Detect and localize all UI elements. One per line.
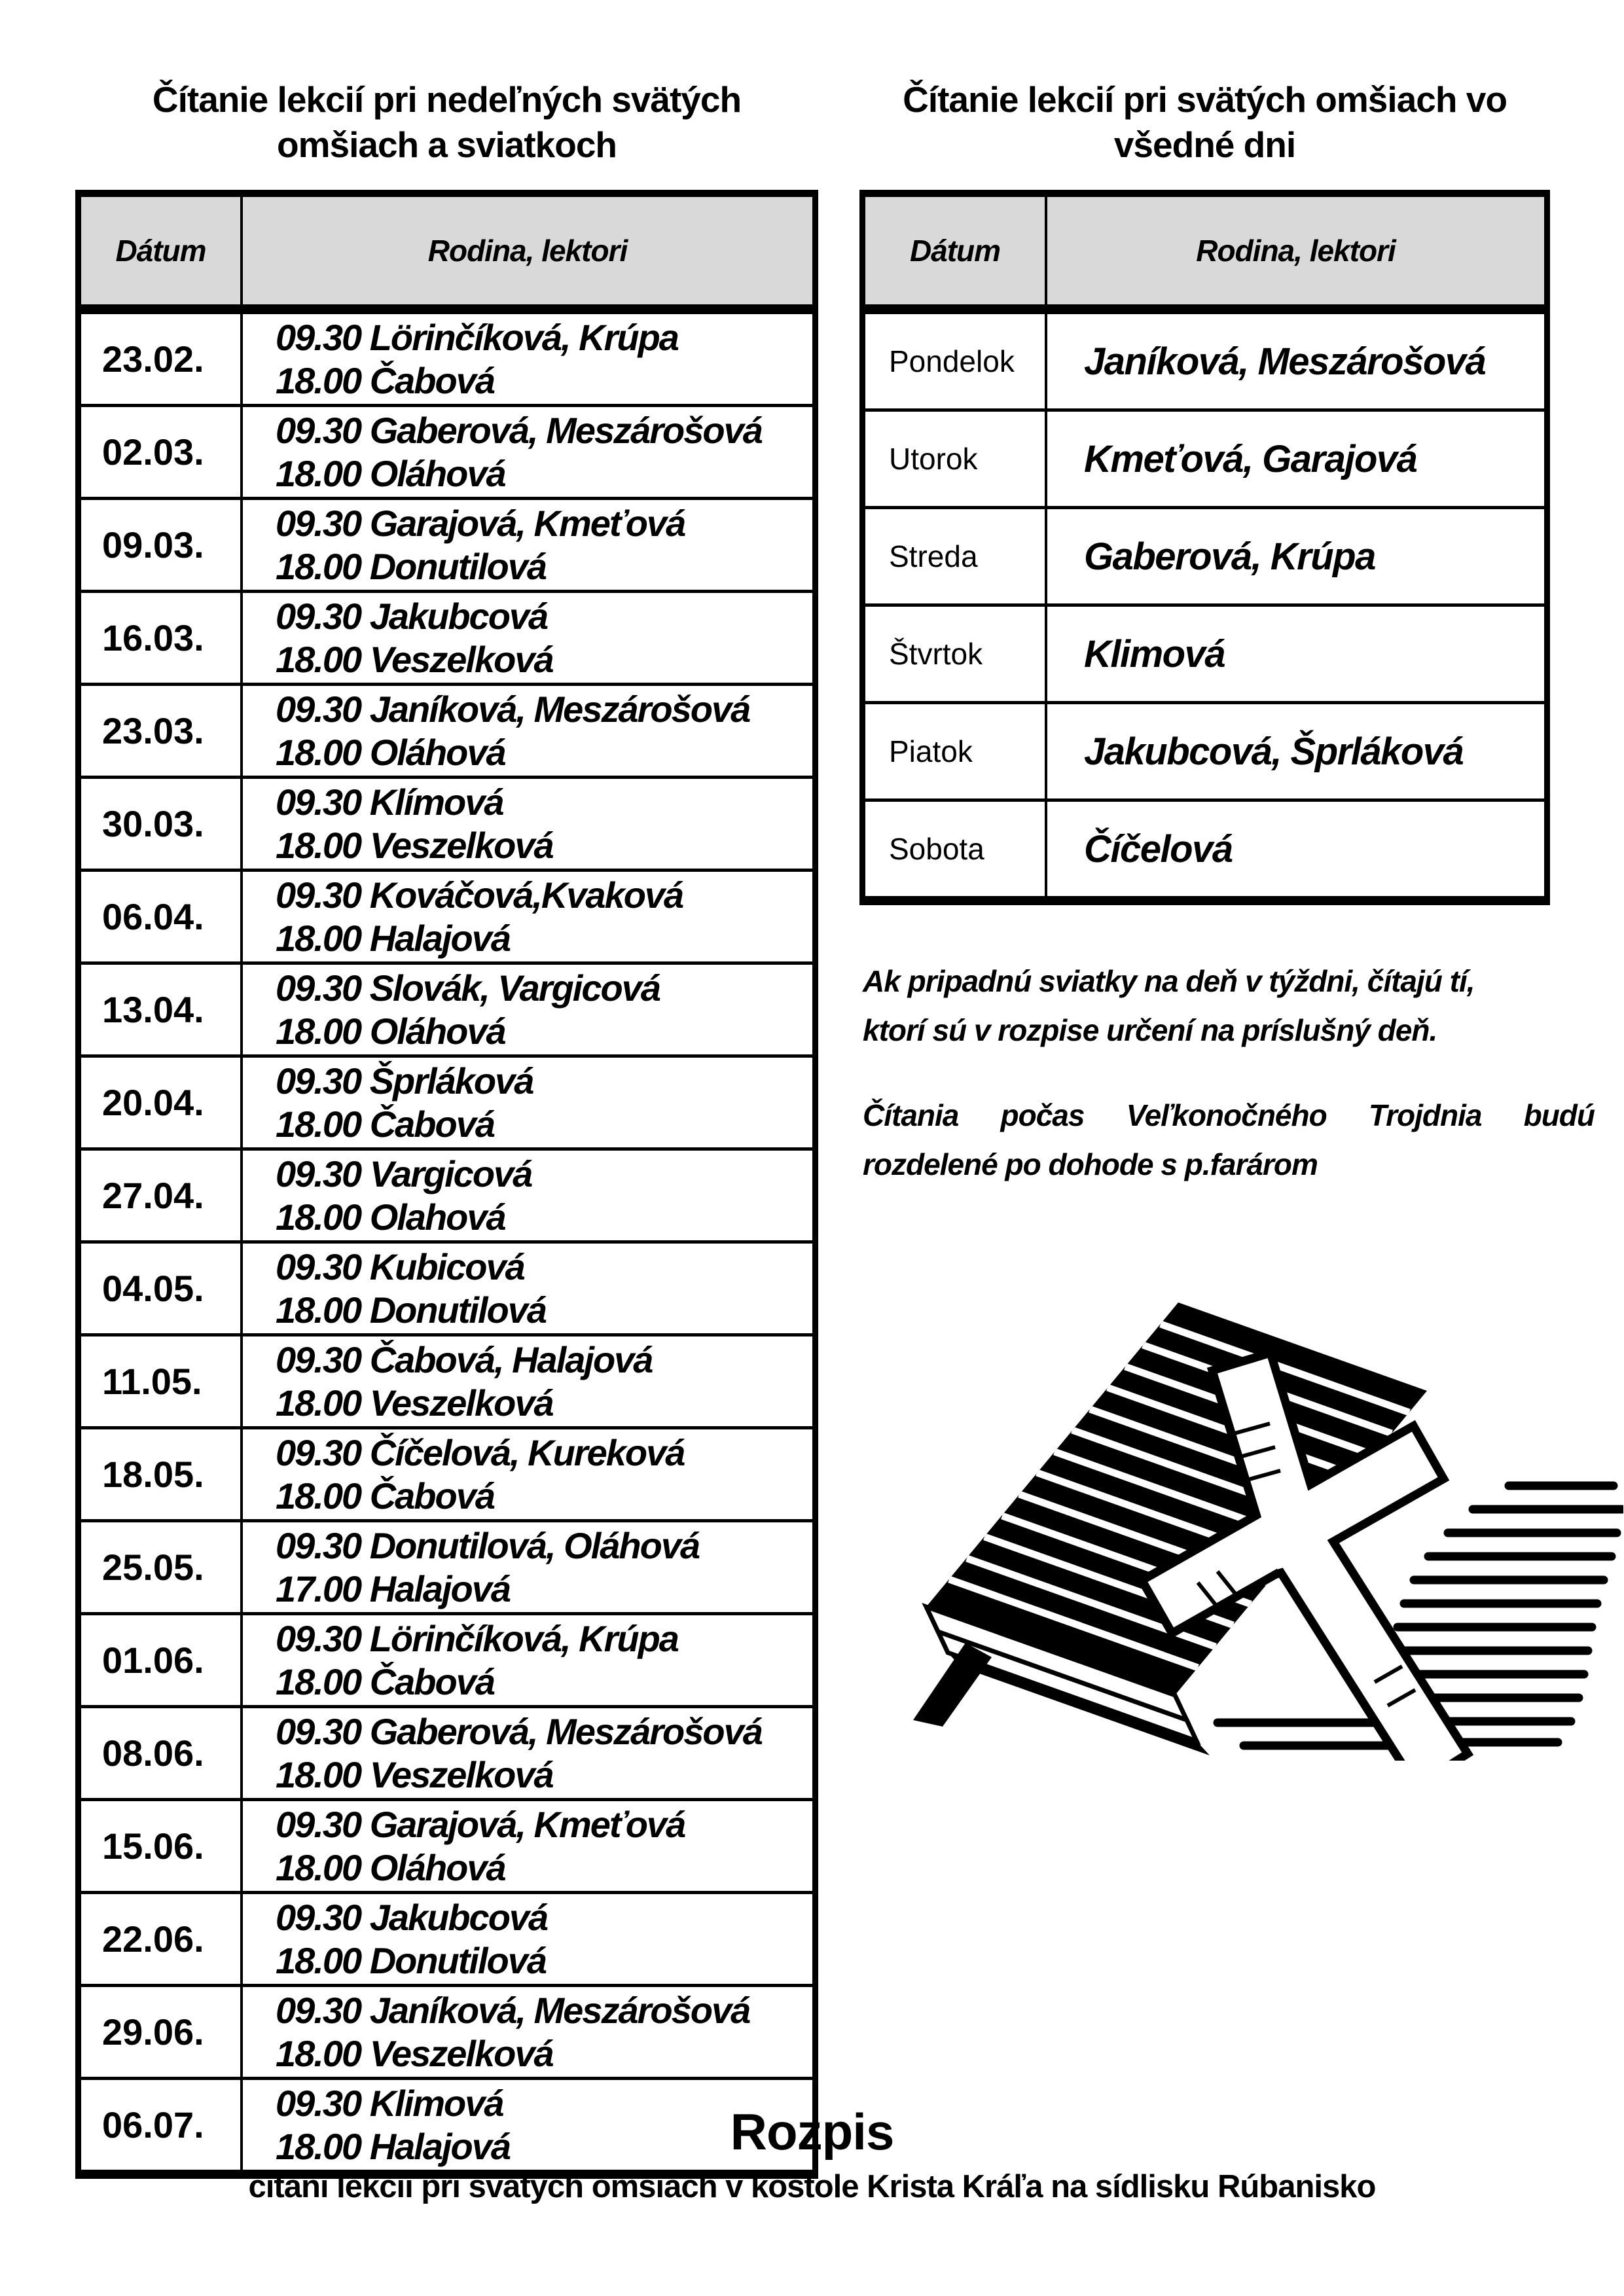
note-line: rozdelené po dohode s p.farárom <box>863 1147 1318 1181</box>
weekday-schedule-table-wrap <box>859 190 1550 905</box>
evening-mass-entry: 18.00 Oláhová <box>276 452 505 494</box>
date-cell: 15.06. <box>79 1800 242 1893</box>
evening-mass-entry: 18.00 Donutilová <box>276 1939 547 1981</box>
date-cell: 06.07. <box>79 2079 242 2175</box>
evening-mass-entry: 18.00 Veszelková <box>276 2032 553 2074</box>
schedule-row <box>79 1521 816 1614</box>
weekday-schedule-table <box>859 190 1550 905</box>
schedule-row <box>863 410 1547 508</box>
evening-mass-entry: 18.00 Veszelková <box>276 638 553 680</box>
day-cell: Streda <box>863 508 1047 605</box>
title-line: všedné dni <box>1113 124 1296 165</box>
date-cell: 18.05. <box>79 1428 242 1521</box>
date-cell: 11.05. <box>79 1335 242 1428</box>
date-cell: 22.06. <box>79 1893 242 1986</box>
evening-mass-entry: 18.00 Halajová <box>276 917 511 959</box>
schedule-row <box>79 685 816 778</box>
morning-mass-entry: 09.30 Gaberová, Meszárošová <box>276 1710 762 1752</box>
morning-mass-entry: 09.30 Jakubcová <box>276 1896 548 1938</box>
note-line: Čítania počas Veľkonočného Trojdnia budú <box>863 1098 1595 1133</box>
title-line: Čítanie lekcií pri nedeľných svätých <box>152 79 742 120</box>
bible-cross-icon <box>851 1224 1623 1761</box>
evening-mass-entry: 18.00 Donutilová <box>276 1289 547 1331</box>
date-cell: 01.06. <box>79 1614 242 1707</box>
date-cell: 27.04. <box>79 1149 242 1242</box>
evening-mass-entry: 18.00 Oláhová <box>276 1846 505 1888</box>
readers-column-header: Rodina, lektori <box>242 194 816 310</box>
schedule-row <box>79 1800 816 1893</box>
day-cell: Pondelok <box>863 310 1047 410</box>
readers-cell <box>242 1149 816 1242</box>
morning-mass-entry: 09.30 Janíková, Meszárošová <box>276 1989 750 2031</box>
readers-cell: Kmeťová, Garajová <box>1046 410 1547 508</box>
sunday-schedule-table-wrap <box>75 190 818 2179</box>
morning-mass-entry: 09.30 Garajová, Kmeťová <box>276 502 685 544</box>
morning-mass-entry: 09.30 Vargicová <box>276 1153 532 1194</box>
schedule-row <box>863 508 1547 605</box>
evening-mass-entry: 18.00 Čabová <box>276 1103 494 1145</box>
notes-block <box>863 957 1595 1189</box>
readers-cell <box>242 870 816 963</box>
morning-mass-entry: 09.30 Janíková, Meszárošová <box>276 688 750 730</box>
holidays-note <box>863 957 1595 1054</box>
readers-column-header: Rodina, lektori <box>1046 194 1547 310</box>
footer <box>0 2102 1624 2205</box>
readers-cell: Klimová <box>1046 605 1547 703</box>
evening-mass-entry: 18.00 Donutilová <box>276 545 547 587</box>
readers-cell <box>242 1800 816 1893</box>
schedule-row <box>79 499 816 592</box>
evening-mass-entry: 18.00 Veszelková <box>276 824 553 866</box>
morning-mass-entry: 09.30 Donutilová, Oláhová <box>276 1524 700 1566</box>
schedule-row <box>79 778 816 870</box>
note-line: Ak pripadnú sviatky na deň v týždni, čítajú tí, <box>863 964 1475 998</box>
evening-mass-entry: 18.00 Oláhová <box>276 1010 505 1052</box>
schedule-row <box>79 1428 816 1521</box>
readers-cell <box>242 685 816 778</box>
morning-mass-entry: 09.30 Šprláková <box>276 1060 533 1102</box>
schedule-row <box>863 800 1547 901</box>
readers-cell <box>242 310 816 406</box>
evening-mass-entry: 18.00 Olahová <box>276 1196 505 1238</box>
schedule-row <box>79 406 816 499</box>
morning-mass-entry: 09.30 Jakubcová <box>276 595 548 637</box>
schedule-row <box>79 1242 816 1335</box>
date-cell: 23.03. <box>79 685 242 778</box>
readers-cell <box>242 1335 816 1428</box>
date-cell: 09.03. <box>79 499 242 592</box>
weekday-schedule-title <box>859 77 1550 168</box>
readers-cell: Gaberová, Krúpa <box>1046 508 1547 605</box>
morning-mass-entry: 09.30 Klímová <box>276 781 503 823</box>
day-cell: Štvrtok <box>863 605 1047 703</box>
schedule-row <box>79 1149 816 1242</box>
header-row <box>863 194 1547 310</box>
readers-cell: Jakubcová, Šprláková <box>1046 703 1547 800</box>
morning-mass-entry: 09.30 Gaberová, Meszárošová <box>276 409 762 451</box>
readers-cell <box>242 1986 816 2079</box>
readers-cell <box>242 1614 816 1707</box>
schedule-row <box>863 310 1547 410</box>
date-cell: 29.06. <box>79 1986 242 2079</box>
readers-cell: Janíková, Meszárošová <box>1046 310 1547 410</box>
schedule-row <box>79 592 816 685</box>
date-column-header: Dátum <box>79 194 242 310</box>
date-cell: 23.02. <box>79 310 242 406</box>
date-cell: 02.03. <box>79 406 242 499</box>
date-cell: 20.04. <box>79 1056 242 1149</box>
schedule-row <box>79 1335 816 1428</box>
readers-cell <box>242 406 816 499</box>
morning-mass-entry: 09.30 Lörinčíková, Krúpa <box>276 316 678 358</box>
morning-mass-entry: 09.30 Kováčová,Kvaková <box>276 874 683 916</box>
readers-cell <box>242 1428 816 1521</box>
readers-cell <box>242 1707 816 1800</box>
day-cell: Utorok <box>863 410 1047 508</box>
footer-subtitle: čítaní lekcií pri svätých omšiach v kostole Krista Kráľa na sídlisku Rúbanisko <box>248 2169 1376 2204</box>
day-cell: Piatok <box>863 703 1047 800</box>
evening-mass-entry: 18.00 Čabová <box>276 1475 494 1516</box>
evening-mass-entry: 18.00 Halajová <box>276 2125 511 2167</box>
schedule-row <box>79 1056 816 1149</box>
readers-cell <box>242 963 816 1056</box>
date-cell: 16.03. <box>79 592 242 685</box>
sunday-schedule-rows <box>79 310 816 2175</box>
readers-cell <box>242 1521 816 1614</box>
sunday-schedule-title <box>75 77 818 168</box>
readers-cell <box>242 1893 816 1986</box>
footer-title: Rozpis <box>730 2103 894 2161</box>
evening-mass-entry: 18.00 Čabová <box>276 359 494 401</box>
morning-mass-entry: 09.30 Čabová, Halajová <box>276 1338 653 1380</box>
morning-mass-entry: 09.30 Slovák, Vargicová <box>276 967 660 1009</box>
note-line: ktorí sú v rozpise určení na príslušný deň. <box>863 1013 1437 1047</box>
evening-mass-entry: 18.00 Čabová <box>276 1660 494 1702</box>
schedule-row <box>79 310 816 406</box>
readers-cell <box>242 778 816 870</box>
sunday-schedule-table <box>75 190 818 2179</box>
schedule-row <box>863 703 1547 800</box>
title-line: omšiach a sviatkoch <box>276 124 617 165</box>
title-line: Čítanie lekcií pri svätých omšiach vo <box>903 79 1507 120</box>
readers-cell <box>242 499 816 592</box>
date-cell: 04.05. <box>79 1242 242 1335</box>
readers-cell <box>242 592 816 685</box>
evening-mass-entry: 17.00 Halajová <box>276 1568 511 1609</box>
schedule-row <box>79 1707 816 1800</box>
readers-cell <box>242 1242 816 1335</box>
schedule-row <box>863 605 1547 703</box>
morning-mass-entry: 09.30 Klimová <box>276 2082 503 2124</box>
date-cell: 25.05. <box>79 1521 242 1614</box>
date-cell: 30.03. <box>79 778 242 870</box>
triduum-note <box>863 1091 1595 1189</box>
schedule-row <box>79 870 816 963</box>
readers-cell <box>242 1056 816 1149</box>
schedule-row <box>79 1614 816 1707</box>
morning-mass-entry: 09.30 Lörinčíková, Krúpa <box>276 1617 678 1659</box>
date-cell: 13.04. <box>79 963 242 1056</box>
bible-cross-illustration <box>851 1224 1623 1761</box>
morning-mass-entry: 09.30 Kubicová <box>276 1246 524 1287</box>
readers-cell: Číčelová <box>1046 800 1547 901</box>
morning-mass-entry: 09.30 Garajová, Kmeťová <box>276 1803 685 1845</box>
date-cell: 08.06. <box>79 1707 242 1800</box>
day-cell: Sobota <box>863 800 1047 901</box>
header-row <box>79 194 816 310</box>
schedule-row <box>79 963 816 1056</box>
date-column-header: Dátum <box>863 194 1047 310</box>
weekday-schedule-rows <box>863 310 1547 901</box>
evening-mass-entry: 18.00 Oláhová <box>276 731 505 773</box>
schedule-row <box>79 1893 816 1986</box>
schedule-row <box>79 1986 816 2079</box>
date-cell: 06.04. <box>79 870 242 963</box>
evening-mass-entry: 18.00 Veszelková <box>276 1382 553 1424</box>
morning-mass-entry: 09.30 Číčelová, Kureková <box>276 1431 685 1473</box>
evening-mass-entry: 18.00 Veszelková <box>276 1753 553 1795</box>
